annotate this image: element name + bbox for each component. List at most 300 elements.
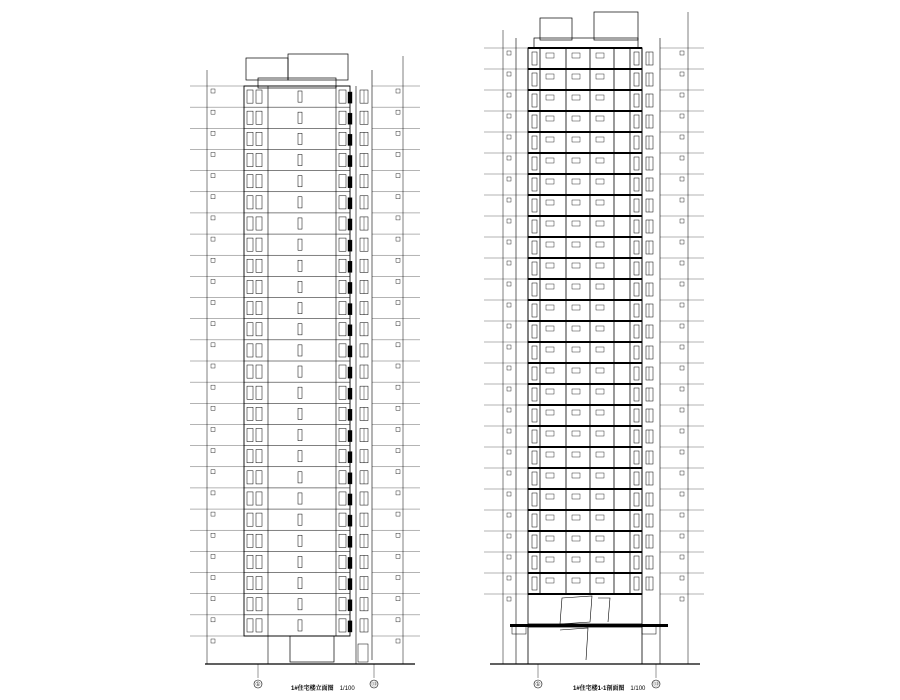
dimension-mark xyxy=(211,131,215,135)
dimension-mark xyxy=(211,385,215,389)
dimension-mark xyxy=(396,554,400,558)
room-tag xyxy=(572,221,580,226)
floor-slab xyxy=(528,383,642,385)
dimension-mark xyxy=(507,93,511,97)
room-tag xyxy=(596,305,604,310)
balcony-mark xyxy=(348,92,352,103)
room-tag xyxy=(572,410,580,415)
dimension-mark xyxy=(680,282,684,286)
dimension-mark xyxy=(211,533,215,537)
dimension-mark xyxy=(211,195,215,199)
dimension-mark xyxy=(396,258,400,262)
dimension-mark xyxy=(211,364,215,368)
room-tag xyxy=(596,557,604,562)
room-tag xyxy=(596,200,604,205)
dimension-mark xyxy=(680,555,684,559)
dimension-mark xyxy=(680,597,684,601)
window xyxy=(339,344,346,357)
dimension-mark xyxy=(507,471,511,475)
window xyxy=(339,238,346,251)
floor-slab xyxy=(528,110,642,112)
window xyxy=(247,196,253,209)
room-tag xyxy=(572,137,580,142)
dimension-mark xyxy=(396,618,400,622)
dimension-mark xyxy=(211,89,215,93)
balcony-mark xyxy=(348,430,352,441)
window xyxy=(339,386,346,399)
window xyxy=(298,535,302,546)
room-tag xyxy=(596,578,604,583)
room-tag xyxy=(546,347,554,352)
window xyxy=(247,555,253,568)
dimension-mark xyxy=(680,576,684,580)
window xyxy=(256,217,262,230)
dimension-mark xyxy=(507,576,511,580)
dimension-mark xyxy=(507,261,511,265)
dimension-mark xyxy=(211,618,215,622)
balcony-mark xyxy=(348,600,352,611)
window xyxy=(339,175,346,188)
window xyxy=(532,346,537,359)
window xyxy=(339,428,346,441)
room-tag xyxy=(546,200,554,205)
floor-slab xyxy=(528,572,642,574)
window xyxy=(339,407,346,420)
elevation-drawing xyxy=(190,54,420,688)
window xyxy=(256,132,262,145)
window xyxy=(256,259,262,272)
floor-slab xyxy=(528,68,642,70)
window xyxy=(646,451,653,464)
room-tag xyxy=(572,95,580,100)
room-tag xyxy=(596,410,604,415)
stair xyxy=(560,596,592,624)
balcony-mark xyxy=(348,325,352,336)
floor-slab xyxy=(528,89,642,91)
window xyxy=(247,577,253,590)
dimension-mark xyxy=(507,429,511,433)
window xyxy=(532,52,537,65)
window xyxy=(646,493,653,506)
dimension-mark xyxy=(680,51,684,55)
window xyxy=(532,472,537,485)
dimension-mark xyxy=(507,198,511,202)
window xyxy=(532,73,537,86)
dimension-mark xyxy=(396,470,400,474)
balcony-mark xyxy=(348,452,352,463)
dimension-mark xyxy=(211,152,215,156)
window xyxy=(339,302,346,315)
window xyxy=(532,220,537,233)
window xyxy=(256,450,262,463)
room-tag xyxy=(572,515,580,520)
dimension-mark xyxy=(396,131,400,135)
window xyxy=(298,620,302,631)
dimension-mark xyxy=(507,555,511,559)
room-tag xyxy=(546,578,554,583)
window xyxy=(339,598,346,611)
window xyxy=(634,451,639,464)
dimension-mark xyxy=(680,513,684,517)
dimension-mark xyxy=(507,450,511,454)
window xyxy=(634,325,639,338)
dimension-mark xyxy=(211,554,215,558)
room-tag xyxy=(596,284,604,289)
basement-window xyxy=(642,626,656,634)
floor-slab xyxy=(528,404,642,406)
window xyxy=(532,283,537,296)
window xyxy=(298,154,302,165)
section-drawing xyxy=(484,12,704,688)
window xyxy=(646,52,653,65)
room-tag xyxy=(546,179,554,184)
window xyxy=(532,367,537,380)
floor-slab xyxy=(528,299,642,301)
room-tag xyxy=(572,473,580,478)
window xyxy=(247,386,253,399)
stair xyxy=(560,628,588,660)
window xyxy=(634,199,639,212)
window xyxy=(339,365,346,378)
dimension-mark xyxy=(396,301,400,305)
window xyxy=(634,304,639,317)
room-tag xyxy=(546,284,554,289)
window xyxy=(247,217,253,230)
floor-slab xyxy=(528,467,642,469)
window xyxy=(298,218,302,229)
room-tag xyxy=(546,263,554,268)
window xyxy=(532,178,537,191)
window xyxy=(247,471,253,484)
window xyxy=(298,429,302,440)
room-tag xyxy=(596,137,604,142)
window xyxy=(532,262,537,275)
room-tag xyxy=(596,452,604,457)
balcony-mark xyxy=(348,304,352,315)
dimension-mark xyxy=(680,114,684,118)
window xyxy=(532,115,537,128)
room-tag xyxy=(546,53,554,58)
dimension-mark xyxy=(396,406,400,410)
dimension-mark xyxy=(507,240,511,244)
room-tag xyxy=(546,452,554,457)
window xyxy=(256,175,262,188)
window xyxy=(646,199,653,212)
window xyxy=(339,577,346,590)
room-tag xyxy=(546,473,554,478)
window xyxy=(646,115,653,128)
floor-slab xyxy=(528,446,642,448)
window xyxy=(634,262,639,275)
window xyxy=(634,73,639,86)
dimension-mark xyxy=(211,258,215,262)
window xyxy=(339,513,346,526)
dimension-mark xyxy=(396,427,400,431)
dimension-mark xyxy=(680,93,684,97)
dimension-mark xyxy=(396,491,400,495)
window xyxy=(247,132,253,145)
room-tag xyxy=(596,53,604,58)
room-tag xyxy=(596,116,604,121)
window xyxy=(247,450,253,463)
window xyxy=(339,196,346,209)
floor-slab xyxy=(528,236,642,238)
room-tag xyxy=(546,368,554,373)
window xyxy=(247,175,253,188)
axis-label: ⑬ xyxy=(652,682,660,688)
window xyxy=(634,556,639,569)
dimension-mark xyxy=(396,512,400,516)
room-tag xyxy=(546,431,554,436)
window xyxy=(646,241,653,254)
window xyxy=(247,302,253,315)
dimension-mark xyxy=(396,110,400,114)
window xyxy=(247,492,253,505)
room-tag xyxy=(546,326,554,331)
window xyxy=(256,111,262,124)
window xyxy=(298,578,302,589)
window xyxy=(646,178,653,191)
window xyxy=(256,428,262,441)
room-tag xyxy=(546,95,554,100)
window xyxy=(256,534,262,547)
dimension-mark xyxy=(211,237,215,241)
room-tag xyxy=(596,158,604,163)
room-tag xyxy=(596,389,604,394)
window xyxy=(256,577,262,590)
basement-window xyxy=(512,626,526,634)
window xyxy=(634,94,639,107)
room-tag xyxy=(572,263,580,268)
window xyxy=(256,492,262,505)
balcony-mark xyxy=(348,346,352,357)
floor-slab xyxy=(528,425,642,427)
window xyxy=(634,346,639,359)
window xyxy=(298,493,302,504)
window xyxy=(298,366,302,377)
dimension-mark xyxy=(680,324,684,328)
balcony-mark xyxy=(348,536,352,547)
basement xyxy=(528,627,642,664)
window xyxy=(634,535,639,548)
room-tag xyxy=(596,347,604,352)
dimension-mark xyxy=(680,408,684,412)
window xyxy=(634,367,639,380)
window xyxy=(532,556,537,569)
balcony-mark xyxy=(348,621,352,632)
dimension-mark xyxy=(211,406,215,410)
dimension-mark xyxy=(211,216,215,220)
window xyxy=(634,136,639,149)
floor-slab xyxy=(528,131,642,133)
window xyxy=(298,599,302,610)
room-tag xyxy=(572,242,580,247)
dimension-mark xyxy=(680,261,684,265)
window xyxy=(247,598,253,611)
room-tag xyxy=(596,221,604,226)
axis-label: ① xyxy=(255,682,261,688)
room-tag xyxy=(546,158,554,163)
balcony-mark xyxy=(348,219,352,230)
window xyxy=(298,451,302,462)
room-tag xyxy=(572,431,580,436)
window xyxy=(298,303,302,314)
window xyxy=(646,73,653,86)
window xyxy=(634,514,639,527)
section-title-text: 1#住宅楼1-1剖面图 xyxy=(573,686,625,692)
dimension-mark xyxy=(211,449,215,453)
window xyxy=(339,555,346,568)
window xyxy=(532,241,537,254)
window xyxy=(339,217,346,230)
dimension-mark xyxy=(211,576,215,580)
dimension-mark xyxy=(211,491,215,495)
window xyxy=(646,157,653,170)
balcony-mark xyxy=(348,388,352,399)
room-tag xyxy=(596,242,604,247)
room-tag xyxy=(596,326,604,331)
floor-slab xyxy=(528,362,642,364)
roof-parapet xyxy=(258,78,336,88)
room-tag xyxy=(596,95,604,100)
room-tag xyxy=(572,200,580,205)
window xyxy=(532,136,537,149)
dimension-mark xyxy=(396,195,400,199)
window xyxy=(298,556,302,567)
window xyxy=(247,619,253,632)
dimension-mark xyxy=(507,72,511,76)
room-tag xyxy=(596,74,604,79)
window xyxy=(532,388,537,401)
room-tag xyxy=(596,368,604,373)
window xyxy=(247,534,253,547)
dimension-mark xyxy=(211,322,215,326)
dimension-mark xyxy=(211,427,215,431)
window xyxy=(532,493,537,506)
dimension-mark xyxy=(396,322,400,326)
balcony-mark xyxy=(348,282,352,293)
window xyxy=(634,388,639,401)
window xyxy=(247,259,253,272)
dimension-mark xyxy=(211,343,215,347)
elevation-title xyxy=(291,683,355,692)
window xyxy=(247,111,253,124)
dimension-mark xyxy=(680,450,684,454)
dimension-mark xyxy=(680,303,684,307)
window xyxy=(256,598,262,611)
balcony-mark xyxy=(348,240,352,251)
window xyxy=(646,514,653,527)
floor-slab xyxy=(528,278,642,280)
dimension-mark xyxy=(507,303,511,307)
window xyxy=(646,262,653,275)
dimension-mark xyxy=(507,387,511,391)
floor-slab xyxy=(528,530,642,532)
window xyxy=(298,472,302,483)
section-title xyxy=(573,683,645,692)
window xyxy=(247,238,253,251)
roof-block xyxy=(246,58,288,80)
dimension-mark xyxy=(396,576,400,580)
elevation-scale: 1/100 xyxy=(339,686,355,692)
dimension-mark xyxy=(507,156,511,160)
dimension-mark xyxy=(507,51,511,55)
dimension-mark xyxy=(507,135,511,139)
window xyxy=(532,94,537,107)
ground-window xyxy=(358,644,368,662)
dimension-mark xyxy=(507,219,511,223)
dimension-mark xyxy=(396,152,400,156)
window xyxy=(646,388,653,401)
window xyxy=(247,90,253,103)
room-tag xyxy=(572,305,580,310)
window xyxy=(256,302,262,315)
room-tag xyxy=(572,536,580,541)
room-tag xyxy=(572,578,580,583)
dimension-mark xyxy=(396,89,400,93)
balcony-mark xyxy=(348,409,352,420)
window xyxy=(247,428,253,441)
dimension-mark xyxy=(211,301,215,305)
axis-label: ⑬ xyxy=(370,682,378,688)
axis-label: ① xyxy=(535,682,541,688)
dimension-mark xyxy=(680,366,684,370)
room-tag xyxy=(546,557,554,562)
window xyxy=(532,325,537,338)
dimension-mark xyxy=(680,135,684,139)
dimension-mark xyxy=(396,385,400,389)
room-tag xyxy=(572,452,580,457)
dimension-mark xyxy=(211,174,215,178)
window xyxy=(298,112,302,123)
dimension-mark xyxy=(507,366,511,370)
window xyxy=(256,323,262,336)
dimension-mark xyxy=(680,345,684,349)
window xyxy=(298,514,302,525)
room-tag xyxy=(572,494,580,499)
window xyxy=(256,513,262,526)
window xyxy=(256,619,262,632)
dimension-mark xyxy=(680,429,684,433)
dimension-mark xyxy=(507,114,511,118)
dimension-mark xyxy=(507,597,511,601)
dimension-mark xyxy=(211,110,215,114)
balcony-mark xyxy=(348,134,352,145)
balcony-mark xyxy=(348,515,352,526)
window xyxy=(646,136,653,149)
floor-slab xyxy=(528,257,642,259)
floor-slab xyxy=(528,341,642,343)
room-tag xyxy=(546,74,554,79)
dimension-mark xyxy=(396,237,400,241)
dimension-mark xyxy=(680,240,684,244)
balcony-mark xyxy=(348,367,352,378)
room-tag xyxy=(572,116,580,121)
room-tag xyxy=(596,263,604,268)
window xyxy=(339,280,346,293)
balcony-mark xyxy=(348,177,352,188)
dimension-mark xyxy=(396,364,400,368)
dimension-mark xyxy=(680,492,684,496)
window xyxy=(646,409,653,422)
window xyxy=(339,132,346,145)
roof-block xyxy=(288,54,348,80)
balcony-mark xyxy=(348,198,352,209)
floor-slab xyxy=(528,551,642,553)
dimension-mark xyxy=(680,219,684,223)
window xyxy=(634,577,639,590)
window xyxy=(256,90,262,103)
